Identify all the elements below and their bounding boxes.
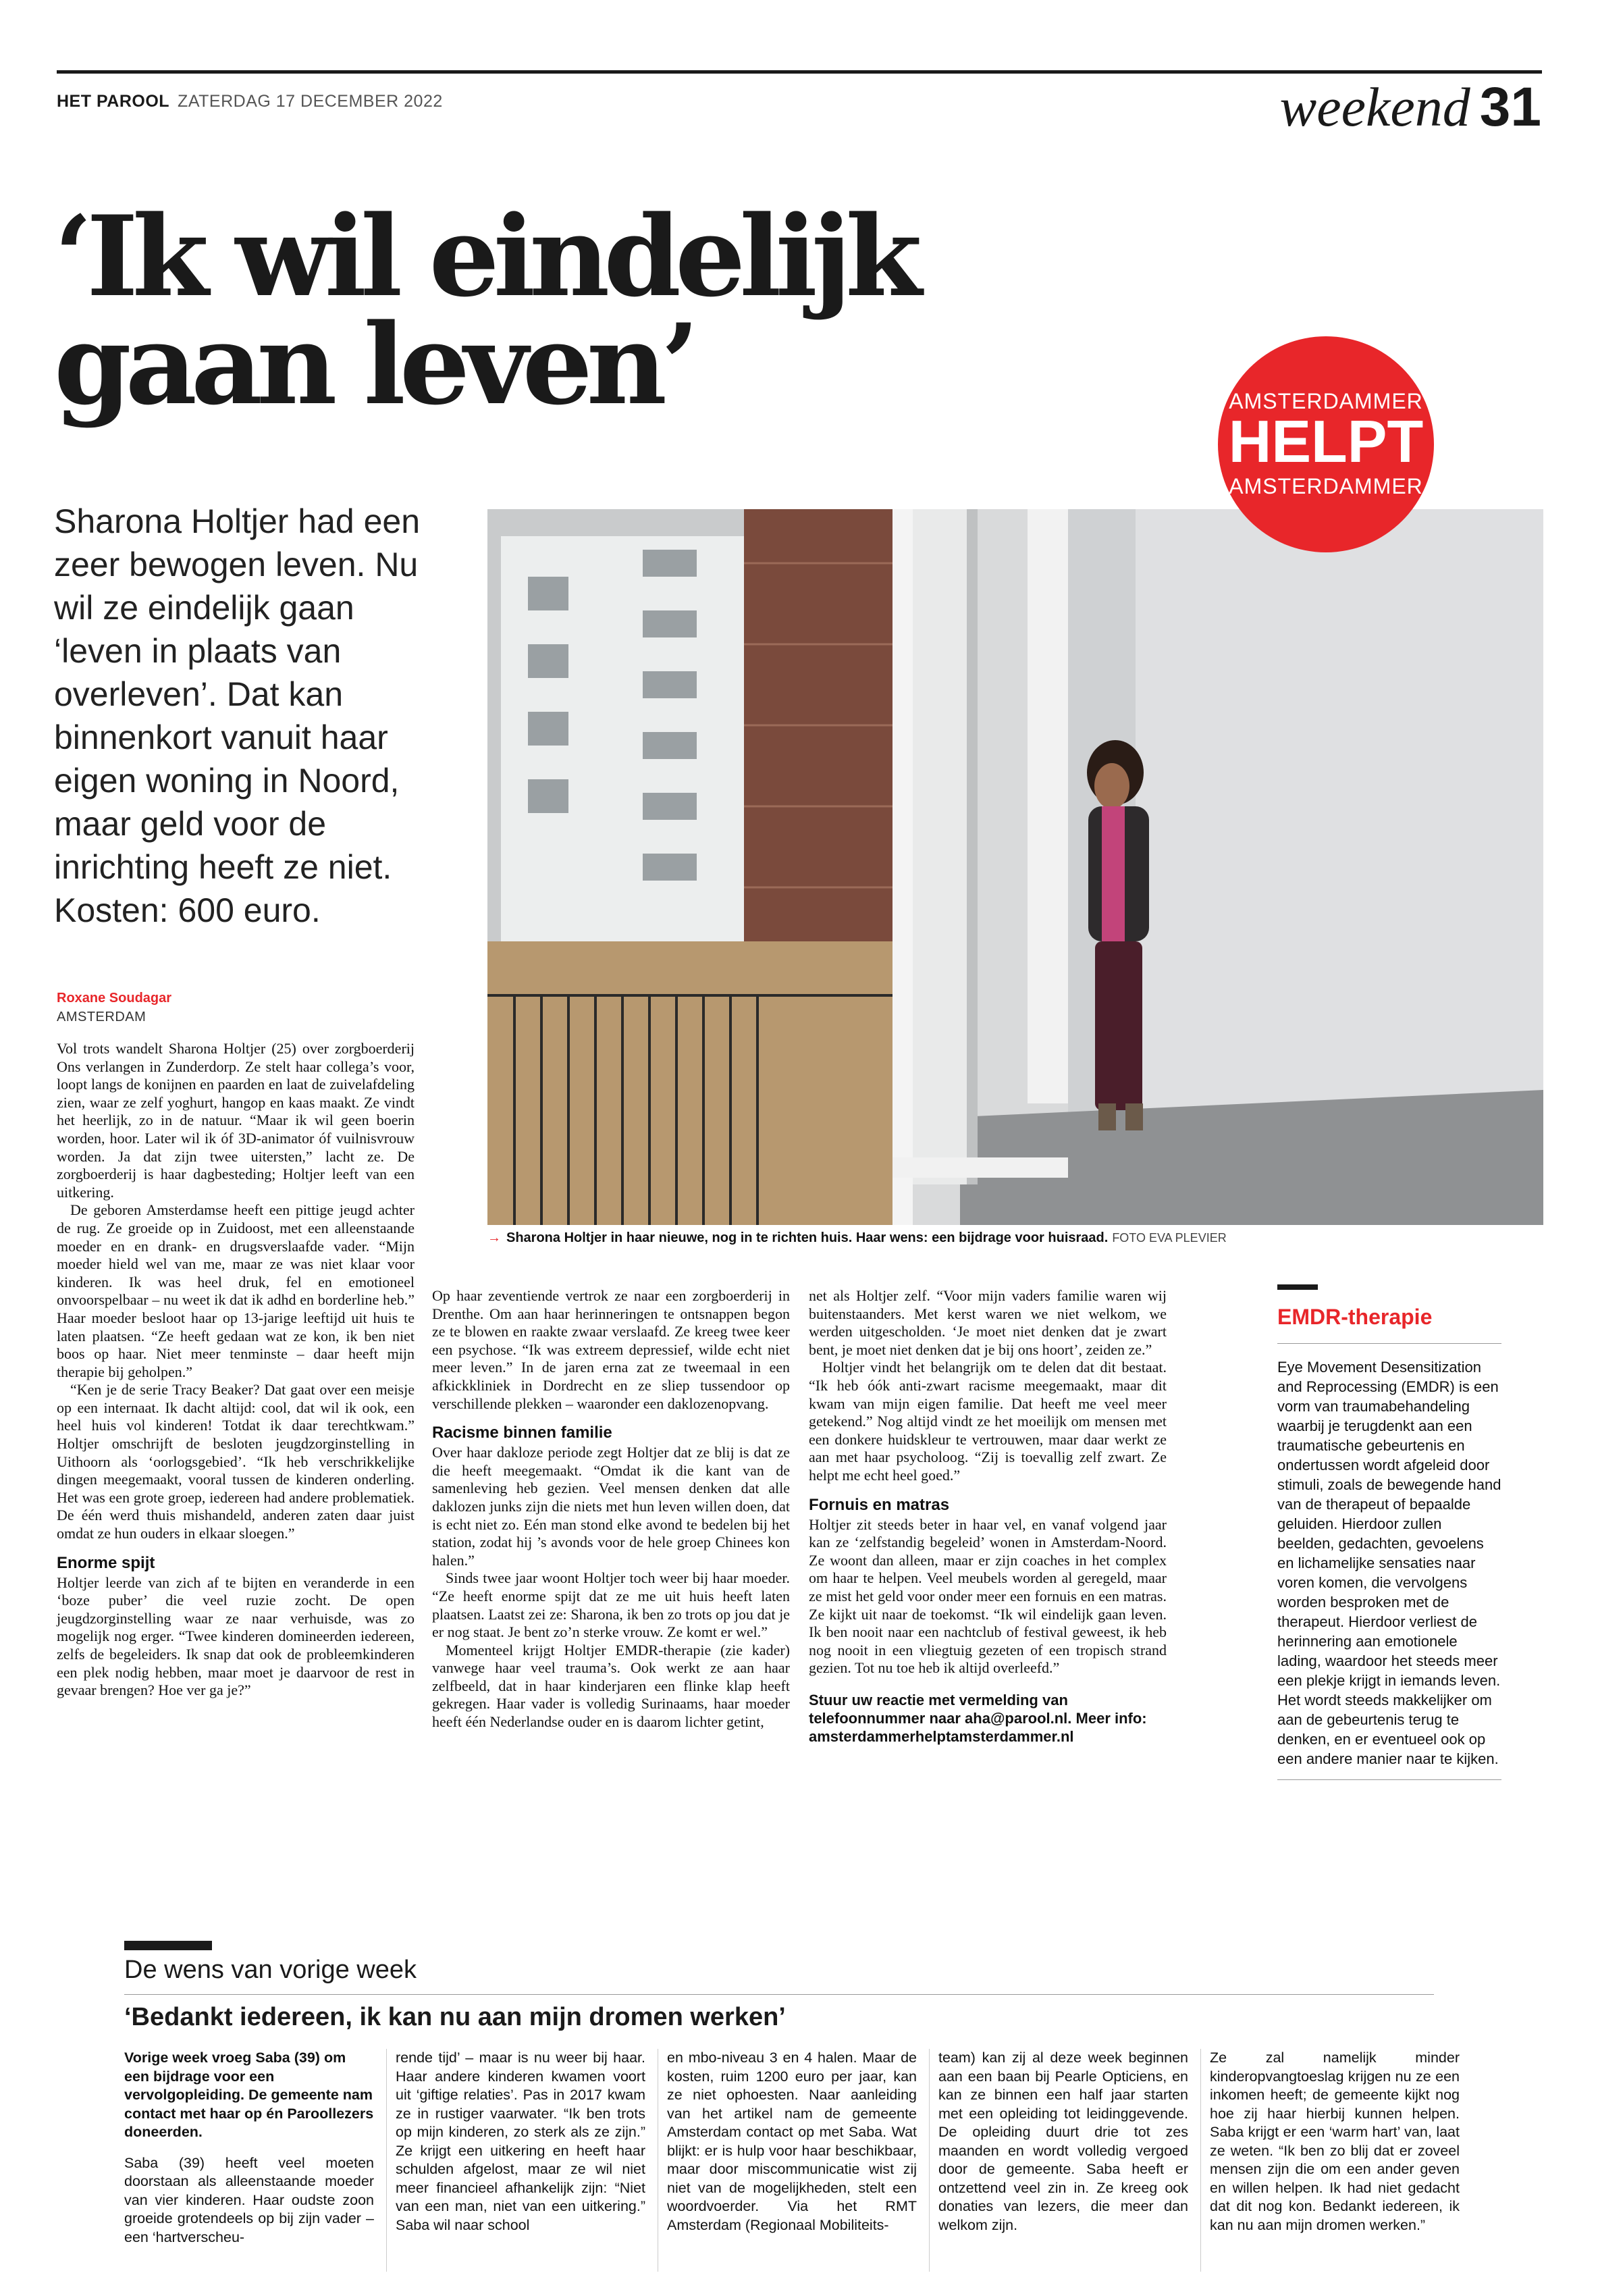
section-name: weekend <box>1279 76 1470 138</box>
box-divider <box>1277 1779 1501 1780</box>
previous-wish-column-5 <box>1210 2049 1460 2235</box>
article-photo <box>487 509 1543 1225</box>
paragraph: net als Holtjer zelf. “Voor mijn vaders familie waren wij buitenstaanders. Met kerst waren we niet welkom, we werden uitgescholden. ‘Je moet niet denken dat je zwart bent, je moet niet denken dat je bij ons hoort’, zeiden ze.” <box>809 1287 1167 1358</box>
paragraph: Op haar zeventiende vertrok ze naar een zorgboerderij in Drenthe. Om aan haar herinneringen te ontsnappen begon ze te blowen en raakte zwaar verslaafd. Ze kreeg twee keer een psychose. “Ik was extreem depressief, wilde echt niet meer leven.” In de jaren erna zat ze tweemaal in een afkickkliniek in Dordrecht en ze sliep tussendoor op verschillende plekken – waaronder een daklozenopvang. <box>432 1287 790 1412</box>
paragraph: De geboren Amsterdamse heeft een pittige jeugd achter de rug. Ze groeide op in Zuidoost, met een alleenstaande moeder en en drank- en drugsverslaafde vader. “Mijn moeder hield wel van me, maar ze was niet klaar voor kinderen. Ik was heel druk, fel en emotioneel onvoorspelbaar – nu weet ik dat ik adhd en borderline heb.” Haar moeder besloot haar op 13-jarige leeftijd uit huis te laten plaatsen. “Ze heeft gedaan wat ze kon, ik ben niet boos op haar. Niet meer tenminste – daar heeft mijn therapie bij geholpen.” <box>57 1201 415 1380</box>
page-number: 31 <box>1479 76 1541 138</box>
paragraph: Vol trots wandelt Sharona Holtjer (25) over zorgboerderij Ons verlangen in Zunderdorp. Ze stelt haar collega’s voor, loopt langs de konijnen en paarden en laat de zuivelafdeling zien, waar ze zelf yoghurt, hangop en kaas maakt. Ze vindt het heerlijk, zo in de natuur. “Maar ik wil geen boerin worden, hoor. Later wil ik óf 3D-animator óf vuilnisvrouw worden. Ja dat zijn twee uitersten,” lacht ze. De zorgboerderij is haar dagbesteding; Holtjer leeft van een uitkering. <box>57 1040 415 1201</box>
arrow-right-icon: → <box>487 1230 501 1245</box>
headline-line-2: gaan leven’ <box>54 299 694 429</box>
column-divider <box>1200 2049 1201 2272</box>
paragraph: Ze zal namelijk minder kinderopvangtoeslag krijgen nu ze een inkomen heeft; de gemeente kijkt nog hoe zij haar hierbij kunnen helpen. Saba krijgt er een ‘warm hart’ van, laat ze weten. “Ik ben zo blij dat er zoveel mensen zijn die om een ander geven en willen helpen. Ik had niet gedacht dat dit nog kon. Bedankt iedereen, ik kan nu aan mijn dromen werken.” <box>1210 2050 1460 2233</box>
box-title: EMDR-therapie <box>1277 1305 1433 1329</box>
photo-illustration <box>487 509 1543 1225</box>
masthead <box>57 92 443 111</box>
previous-wish-lead: Vorige week vroeg Saba (39) om een bijdrage voor een vervolgopleiding. De gemeente nam contact met haar op én Paroollezers doneerden. <box>124 2050 374 2140</box>
paper-name: HET PAROOL <box>57 92 170 111</box>
top-rule <box>57 70 1542 74</box>
box-text: Eye Movement Desensitization and Reprocessing (EMDR) is een vorm van traumabehandeling waarbij je terugdenkt aan een traumatische gebeurtenis en ondertussen wordt afgeleid door stimuli, zoals de bewegende hand van de therapeut of bepaalde geluiden. Hierdoor zullen beelden, gedachten, gevoelens en lichamelijke sensaties naar voren komen, die vervolgens worden besproken met de therapeut. Hierdoor verliest de herinnering aan emotionele lading, waardoor het steeds meer een plekje krijgt in iemands leven. Het wordt steeds makkelijker om aan de gebeurtenis terug te denken, en er eventueel ook op een andere manier naar te kijken. <box>1277 1359 1501 1767</box>
caption-text: Sharona Holtjer in haar nieuwe, nog in te richten huis. Haar wens: een bijdrage voor huisraad. <box>506 1230 1109 1245</box>
box-bar <box>1277 1284 1318 1290</box>
intro-text: Sharona Holtjer had een zeer bewogen leven. Nu wil ze eindelijk gaan ‘leven in plaats van overleven’. Dat kan binnenkort vanuit haar eigen woning in Noord, maar geld voor de inrichting heeft ze niet. Kosten: 600 euro. <box>54 502 421 929</box>
paragraph: Over haar dakloze periode zegt Holtjer dat ze blij is dat ze die heeft meegemaakt. “Omdat ik die kant van de samenleving heb gezien. Veel mensen denken dat alle daklozen junks zijn die niets met hun leven willen doen, dat is echt niet zo. Eén man stond elke avond te bedelen bij het station, zodat hij ’s avonds voor de hele groep Chinees kon halen.” <box>432 1444 790 1569</box>
box-divider <box>1277 1343 1501 1344</box>
subheading: Enorme spijt <box>57 1553 155 1572</box>
article-column-3 <box>809 1287 1167 1746</box>
info-box <box>1277 1284 1501 1780</box>
subheading: Racisme binnen familie <box>432 1424 612 1442</box>
paragraph: Holtjer zit steeds beter in haar vel, en vanaf volgend jaar kan ze ‘zelfstandig begeleid’ wonen in Amsterdam-Noord. Ze woont dan alleen, maar er zijn coaches in het complex om haar te helpen. Veel meubels worden al geregeld, maar ze mist het geld voor onder meer een fornuis en een matras. Ze kijkt uit naar de toekomst. “Ik wil eindelijk gaan leven. Ik ben nooit naar een nachtclub of festival geweest, ik heb nog nooit in een vliegtuig gezeten of een tropisch strand gezien. Tot nu toe heb ik altijd overleefd.” <box>809 1515 1167 1677</box>
previous-wish-label: De wens van vorige week <box>124 1956 1434 1995</box>
previous-wish-column-2 <box>396 2049 645 2235</box>
headline-line-1: ‘Ik wil eindelijk <box>54 191 916 321</box>
badge-top: AMSTERDAMMER <box>1229 389 1423 413</box>
photo-credit: FOTO EVA PLEVIER <box>1112 1231 1227 1245</box>
paragraph: Holtjer vindt het belangrijk om te delen dat dit bestaat. “Ik heb óók anti-zwart racisme meegemaakt, maar dit kwam van mijn eigen familie. Dat heeft me veel meer getekend.” Nog altijd vindt ze het moeilijk om mensen met een donkere huidskleur te vertrouwen, maar daar werkt ze aan met haar psycholoog. “Zij is toevallig zelf zwart. Ze helpt me echt heel goed.” <box>809 1359 1167 1484</box>
section-label <box>1279 76 1542 138</box>
paragraph: Saba (39) heeft veel moeten doorstaan als alleenstaande moeder van vier kinderen. Haar oudste zoon groeide grotendeels op bij zijn vader – een ‘hartverscheu- <box>124 2154 374 2245</box>
headline <box>54 191 1067 429</box>
previous-wish-column-1 <box>124 2049 374 2247</box>
previous-wish-column-3 <box>667 2049 917 2235</box>
photo-caption <box>487 1230 1227 1246</box>
previous-wish-title: ‘Bedankt iedereen, ik kan nu aan mijn dromen werken’ <box>124 2003 786 2031</box>
column-divider <box>929 2049 930 2272</box>
badge-bottom: AMSTERDAMMER <box>1229 474 1423 498</box>
paragraph: Momenteel krijgt Holtjer EMDR-therapie (zie kader) vanwege haar veel trauma’s. Ook werkt ze aan haar zelfbeeld, dat in haar kinderjaren een flinke klap heeft gekregen. Haar vader is volledig Surinaams, haar moeder heeft één Nederlandse ouder en is daarom lichter getint, <box>432 1641 790 1731</box>
paragraph: en mbo-niveau 3 en 4 halen. Maar de kosten, ruim 1200 euro per jaar, kan ze niet ophoesten. Naar aanleiding van het artikel nam de gemeente Amsterdam contact op met Saba. Wat blijkt: er is hulp voor haar beschikbaar, maar door miscommunicatie wist zij niet van de mogelijkheden, stelt een woordvoerder. Via het RMT Amsterdam (Regionaal Mobiliteits- <box>667 2050 917 2233</box>
column-divider <box>386 2049 387 2272</box>
paragraph: Holtjer leerde van zich af te bijten en veranderde in een ‘boze puber’ die veel ruzie zocht. De open jeugdzorginstelling waar ze naar verhuisde, was zo mogelijk nog erger. “Twee kinderen domineerden iedereen, zelfs de begeleiders. Ik snap dat ook de probleemkinderen een plek nodig hebben, maar moet je daarvoor de rest in gevaar brengen? Hoe ver ga je?” <box>57 1573 415 1699</box>
subheading: Fornuis en matras <box>809 1495 950 1514</box>
paragraph: rende tijd’ – maar is nu weer bij haar. Haar andere kinderen kwamen voort uit ‘giftige relaties’. Pas in 2017 kwam ze in rustiger vaarwater. “Ik ben trots op mijn kinderen, zo sterk als ze zijn.” Ze krijgt een uitkering en heeft haar schulden afgelost, maar ze wil niet meer financieel afhankelijk zijn: “Niet van een man, niet van een uitkering.” Saba wil naar school <box>396 2050 645 2233</box>
section-bar <box>124 1941 212 1950</box>
issue-date: ZATERDAG 17 DECEMBER 2022 <box>178 92 443 111</box>
byline <box>57 989 171 1026</box>
article-column-2 <box>432 1287 790 1731</box>
call-to-action: Stuur uw reactie met vermelding van telefoonnummer naar aha@parool.nl. Meer info: amsterdammerhelptamsterdammer.nl <box>809 1691 1147 1745</box>
author: Roxane Soudagar <box>57 991 172 1006</box>
location: AMSTERDAM <box>57 1010 147 1024</box>
paragraph: Sinds twee jaar woont Holtjer toch weer bij haar moeder. “Ze heeft enorme spijt dat ze me uit huis heeft laten plaatsen. Laatst zei ze: Sharona, ik ben zo trots op jou dat je er nog staat. Je bent zo’n sterke vrouw. Ze komt er wel.” <box>432 1569 790 1641</box>
previous-wish-column-4 <box>938 2049 1188 2235</box>
badge-main: HELPT <box>1228 408 1424 475</box>
campaign-badge <box>1218 336 1434 552</box>
article-column-1 <box>57 1040 415 1700</box>
paragraph: team) kan zij al deze week beginnen aan een baan bij Pearle Opticiens, en kan ze binnen een half jaar starten met een opleiding tot leidinggevende. De opleiding duurt drie tot zes maanden en wordt volledig vergoed door de gemeente. Saba heeft er ontzettend veel zin in. Ze kreeg ook donaties van lezers, die meer dan welkom zijn. <box>938 2050 1188 2233</box>
paragraph: “Ken je de serie Tracy Beaker? Dat gaat over een meisje op een internaat. Ik dacht altijd: cool, dat wil ik ook, een heel huis vol kinderen! Totdat ik daar terechtkwam.” Holtjer omschrijft de besloten jeugdzorginstelling in Uithoorn als ‘oorlogsgebied’. “Ik heb verschrikkelijke dingen meegemaakt, vooral tussen de kinderen onderling. Het was een grote groep, iedereen had andere problematiek. De één werd thuis mishandeld, anderen zaten daar juist omdat ze hun ouders in elkaar sloegen.” <box>57 1381 415 1542</box>
